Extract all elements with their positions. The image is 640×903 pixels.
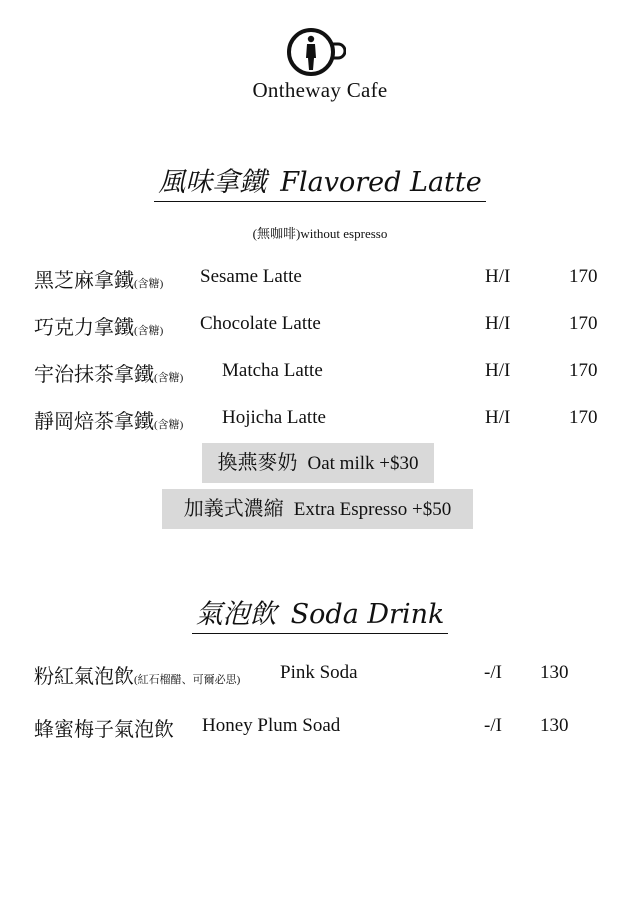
item-name-zh: 巧克力拿鐵(含糖) [34,317,164,339]
item-price: 170 [569,266,598,287]
item-name-zh: 靜岡焙茶拿鐵(含糖) [34,411,184,433]
section-title-flavored-latte [0,160,640,202]
brand-name: Ontheway Cafe [252,78,388,102]
section-note: (無咖啡)without espresso [252,226,388,241]
item-name-en: Sesame Latte [200,266,302,287]
menu-item [0,356,640,386]
item-temp: H/I [485,360,511,381]
item-price: 170 [569,360,598,381]
item-name-zh: 粉紅氣泡飲(紅石榴醋、可爾必思) [34,666,241,688]
menu-item [0,711,640,741]
addon-name-en: Oat milk +$30 [307,453,419,474]
addon-name-zh: 換燕麥奶 [217,452,298,474]
item-name-en: Hojicha Latte [222,407,326,428]
item-temp: H/I [485,313,511,334]
section-title-en: Flavored Latte [280,167,482,198]
menu-item [0,403,640,433]
item-price: 170 [569,407,598,428]
section-title-soda-drink [0,592,640,634]
item-name-en: Matcha Latte [222,360,323,381]
addon-oat-milk [202,443,434,483]
section-title-zh: 風味拿鐵 [158,167,267,198]
section-title-zh: 氣泡飲 [195,599,277,630]
addon-name-zh: 加義式濃縮 [183,498,284,520]
section-title-en: Soda Drink [290,599,445,630]
item-name-en: Honey Plum Soad [202,715,341,736]
item-temp: H/I [485,266,511,287]
item-price: 170 [569,313,598,334]
cup-with-figure-icon [284,26,346,78]
item-temp: -/I [484,715,502,736]
addon-name-en: Extra Espresso +$50 [293,499,452,520]
item-price: 130 [540,715,569,736]
menu-item [0,309,640,339]
item-temp: -/I [484,662,502,683]
menu-item [0,658,640,688]
item-name-en: Pink Soda [280,662,358,683]
item-name-zh: 黑芝麻拿鐵(含糖) [34,270,164,292]
menu-item [0,262,640,292]
item-price: 130 [540,662,569,683]
item-name-zh: 蜂蜜梅子氣泡飲 [34,719,174,741]
item-temp: H/I [485,407,511,428]
addon-extra-espresso [162,489,473,529]
item-name-en: Chocolate Latte [200,313,321,334]
item-name-zh: 宇治抹茶拿鐵(含糖) [34,364,184,386]
